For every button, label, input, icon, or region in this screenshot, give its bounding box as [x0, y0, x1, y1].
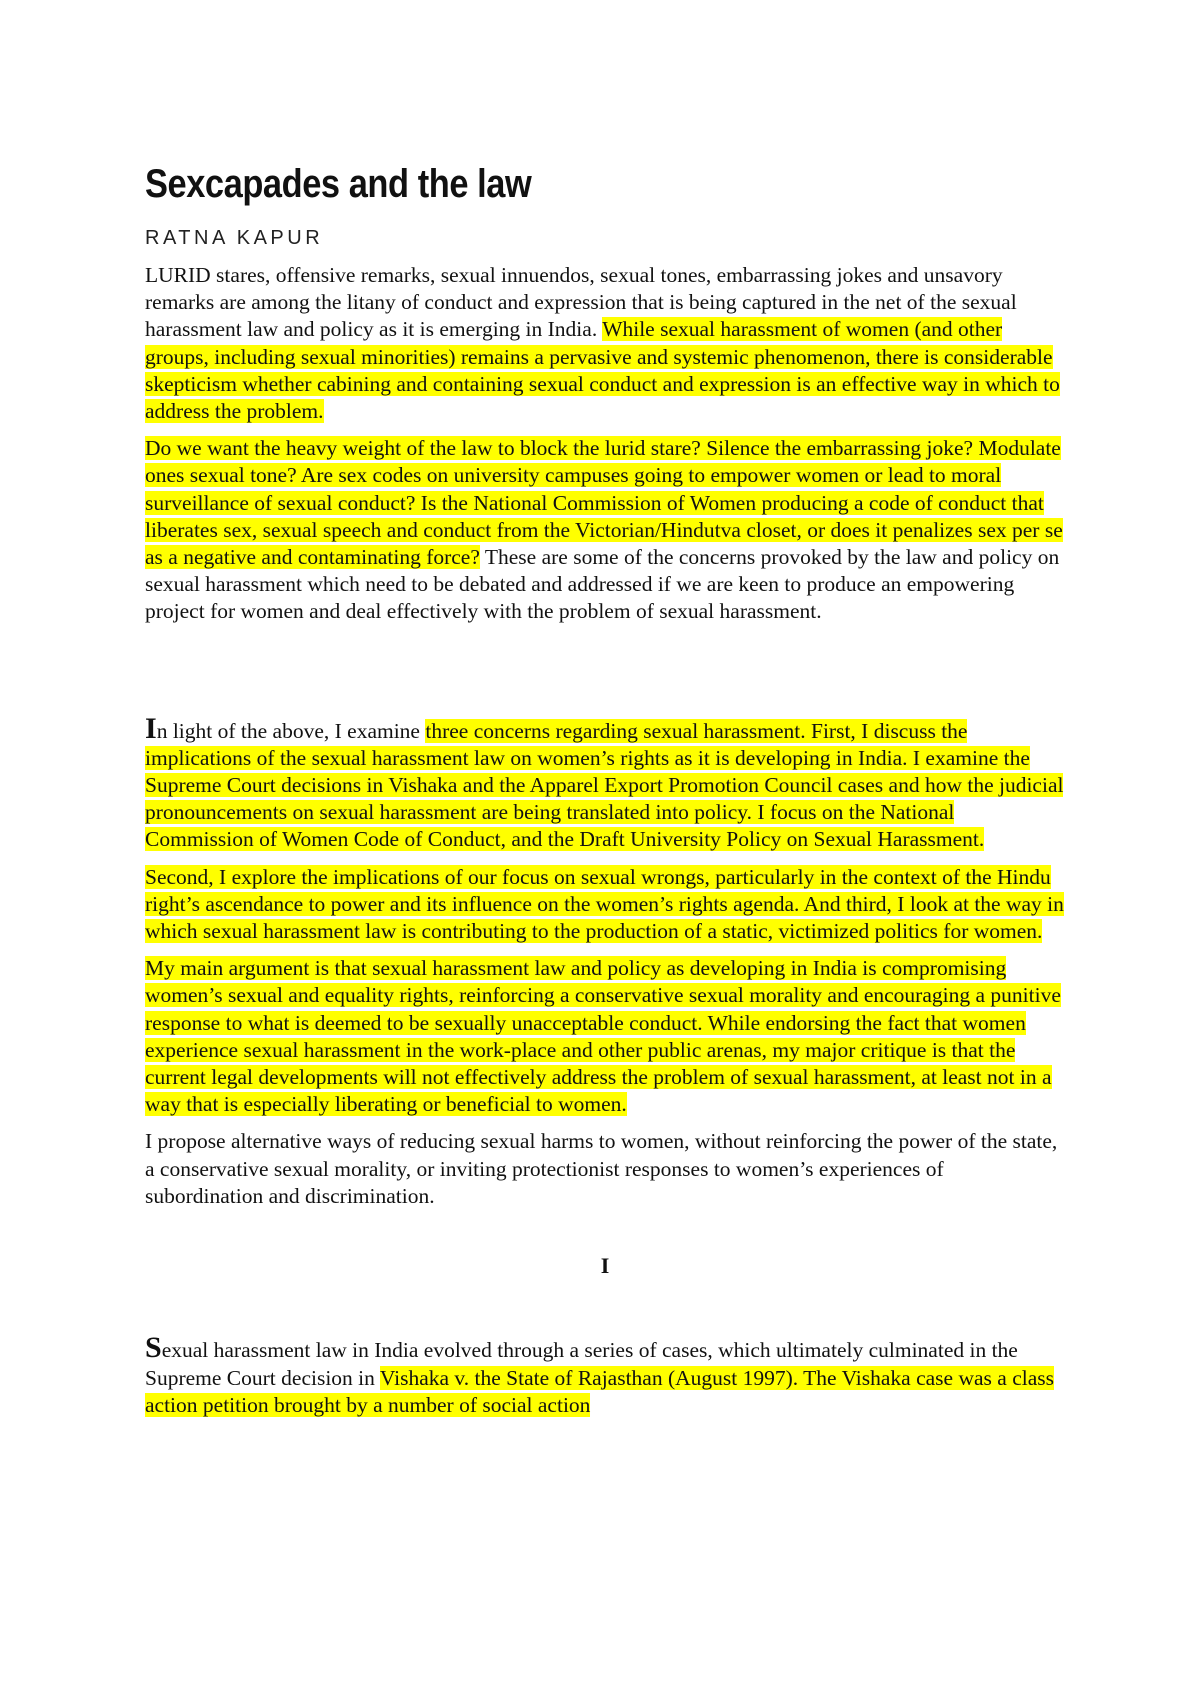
drop-cap: S: [145, 1331, 162, 1365]
highlighted-text: Do we want the heavy weight of the law to block the lurid stare? Silence the embarrassing joke? Modulate ones sexual tone? Are sex codes on university campuses going to empower women or lead to moral surveillance of sexual conduct? Is the National Commission of Women producing a code of conduct that liberates sex, sexual speech and conduct from the Victorian/Hindutva closet, or does it penalizes sex per se as a negative and contaminating force?: [145, 436, 1063, 570]
paragraph-argument: [145, 955, 1065, 1118]
highlighted-text: three concerns regarding sexual harassment. First, I discuss the implications of the sexual harassment law on women’s rights as it is developing in India. I examine the Supreme Court decisions in Vishaka and the Apparel Export Promotion Council cases and how the judicial pronouncements on sexual harassment are being translated into policy. I focus on the National Commission of Women Code of Conduct, and the Draft University Policy on Sexual Harassment.: [145, 718, 1064, 852]
paragraph-text: LURID stares, offensive remarks, sexual innuendos, sexual tones, embarrassing jokes and unsavory remarks are among the litany of conduct and expression that is being captured in the net of the sexual harassment law and policy as it is emerging in India.: [145, 263, 1017, 342]
section-heading: I: [600, 1253, 610, 1279]
highlighted-text: Second, I explore the implications of our focus on sexual wrongs, particularly in the context of the Hindu right’s ascendance to power and its influence on the women’s rights agenda. And third, I look at the way in which sexual harassment law is contributing to the production of a static, victimized politics for women.: [145, 864, 1064, 944]
paragraph-proposal: [145, 1128, 1065, 1210]
paragraph-text: These are some of the concerns provoked by the law and policy on sexual harassment which need to be debated and addressed if we are keen to produce an empowering project for women and deal effectively with the problem of sexual harassment.: [145, 545, 1060, 624]
paragraph-intro: [145, 262, 1065, 425]
author-byline: RATNA KAPUR: [145, 227, 324, 249]
section-gap: [145, 636, 1065, 718]
paragraph-second: [145, 864, 1065, 946]
document-page: [145, 160, 1065, 1429]
highlighted-text: Vishaka v. the State of Rajasthan (August 1997). The Vishaka case was a class action petition brought by a number of social action: [145, 1365, 1054, 1417]
paragraph-text: n light of the above, I examine: [156, 718, 426, 743]
drop-cap: I: [145, 711, 157, 745]
paragraph-text: exual harassment law in India evolved through a series of cases, which ultimately culminated in the Supreme Court decision in: [145, 1338, 1018, 1390]
article-title: Sexcapades and the law: [145, 162, 532, 206]
paragraph-text: I propose alternative ways of reducing sexual harms to women, without reinforcing the power of the state, a conservative sexual morality, or inviting protectionist responses to women’s experiences of subordination and discrimination.: [145, 1129, 1058, 1208]
paragraph-questions: [145, 435, 1065, 625]
paragraph-concerns: [145, 711, 1065, 854]
paragraph-history: [145, 1331, 1065, 1419]
highlighted-text: While sexual harassment of women (and other groups, including sexual minorities) remains a pervasive and systemic phenomenon, there is considerable skepticism whether cabining and containing sexual conduct and expression is an effective way in which to address the problem.: [145, 317, 1060, 424]
highlighted-text: My main argument is that sexual harassment law and policy as developing in India is compromising women’s sexual and equality rights, reinforcing a conservative sexual morality and encouraging a punitive response to what is deemed to be sexually unacceptable conduct. While endorsing the fact that women experience sexual harassment in the work-place and other public arenas, my major critique is that the current legal developments will not effectively address the problem of sexual harassment, at least not in a way that is especially liberating or beneficial to women.: [145, 956, 1061, 1117]
